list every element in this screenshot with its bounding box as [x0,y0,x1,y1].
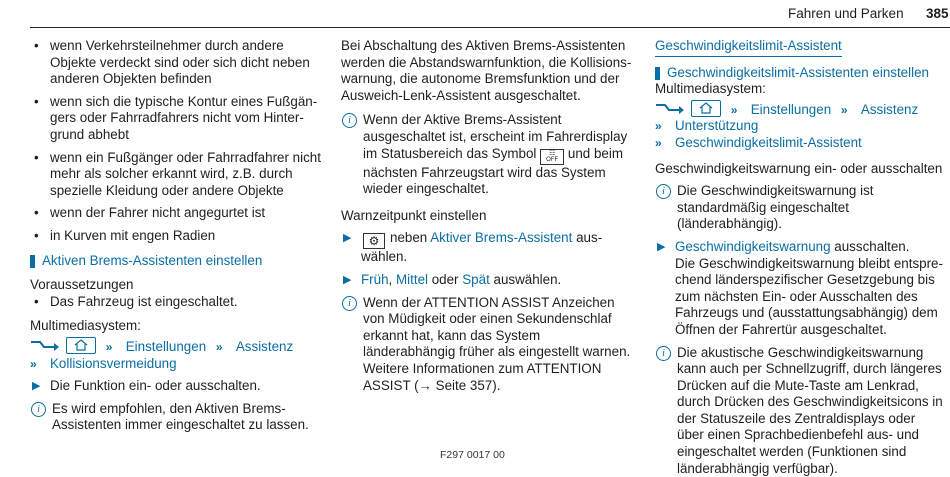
step-text: ausschalten. [831,239,910,254]
menu-item-settings[interactable]: Einstellungen [126,339,206,354]
info-icon: i [31,402,46,417]
subheading: Warnzeitpunkt einstellen [341,208,633,225]
menu-path [655,100,945,119]
double-chevron-icon: » [841,102,861,119]
menu-item-settings[interactable]: Einstellungen [751,102,831,117]
step-text: auswählen. [361,230,602,264]
step-arrow-icon: ▶ [657,239,665,256]
step-text: auswählen. [490,272,561,287]
column-3 [655,38,945,477]
step-arrow-icon: ▶ [343,272,351,289]
list-item: • wenn ein Fußgänger oder Fahrradfahrer nicht mehr als solcher erkannt wird, z.B. durch spezielle Kleidung oder andere Objekte [30,150,322,200]
step-arrow-icon: ▶ [343,230,351,247]
menu-path-cont [655,135,945,152]
section-title: Fahren und Parken [788,6,904,23]
note-text: Wenn der ATTENTION ASSIST Anzeichen von Müdigkeit oder einen Sekundenschlaf erkannt hat, kann das System länderabhängig früher als eingestellt warnen. Weitere Informationen zum ATTENTION ASSIST (→ Seite 357). [363,295,630,393]
menu-item-collision-avoidance[interactable]: Kollisionsvermeidung [50,356,177,371]
multimedia-label: Multimediasystem: [30,318,322,335]
menu-item-assistance[interactable]: Assistenz [861,102,918,117]
note-text: Wenn der Aktive Brems-Assistent ausgeschaltet ist, erscheint im Fahrerdisplay im Statusbereich das Symbol [363,112,627,160]
menu-item-assistance[interactable]: Assistenz [236,339,293,354]
list-item: • wenn sich die typische Kontur eines Fußgängers oder Fahrradfahrers nicht vom Hintergrund abhebt [30,94,322,144]
double-chevron-icon: » [731,102,751,119]
symbol-label: OFF [546,157,558,163]
info-icon: i [342,113,357,128]
option-medium[interactable]: Mittel [396,272,428,287]
header-rule [30,27,950,28]
section-heading: Aktiven Brems-Assistenten einstellen [30,253,322,270]
double-chevron-icon: » [655,118,675,135]
subheading: Geschwindigkeitswarnung ein- oder ausschalten [655,161,945,178]
page-number: 385 [926,6,949,23]
multimedia-label: Multimediasystem: [655,81,945,98]
separator: oder [428,272,462,287]
menu-path [30,337,322,356]
note-text: Die Geschwindigkeitswarnung ist standardmäßig eingeschaltet (länderabhängig). [677,183,874,231]
bullet-list [30,38,322,245]
instruction-step [341,230,633,266]
step-result-text: Die Geschwindigkeitswarnung bleibt entsprechend länderspezifischer Gesetzgebung bis zum nächsten Ein- oder Ausschalten des Fahrzeugs und (ausstattungsabhängig) dem Öffnen der Fahrertür ausgeschaltet. [675,256,943,337]
info-icon: i [656,346,671,361]
column-2 [341,38,633,394]
home-icon[interactable] [691,100,721,117]
info-note [655,345,945,477]
info-icon: i [656,184,671,199]
menu-path-cont [30,356,322,373]
info-icon: i [342,296,357,311]
list-item: • Das Fahrzeug ist eingeschaltet. [30,294,322,311]
step-text: Die Funktion ein- oder ausschalten. [50,378,261,393]
menu-item-speed-limit-assist[interactable]: Geschwindigkeitslimit-Assistent [675,135,862,150]
option-late[interactable]: Spät [462,272,490,287]
list-item: • wenn der Fahrer nicht angegurtet ist [30,205,322,222]
instruction-step [341,272,633,289]
enter-arrow-icon [30,339,62,356]
double-chevron-icon: » [655,135,675,152]
step-text: neben [390,230,427,245]
page-header [0,0,950,30]
menu-path-cont [655,118,945,135]
info-note [30,401,322,434]
instruction-step [655,239,945,339]
gear-icon[interactable]: ⚙ [363,233,385,249]
brake-assist-off-symbol: ☷ OFF [540,149,564,165]
double-chevron-icon: » [30,356,50,373]
prerequisites-title: Voraussetzungen [30,277,322,294]
double-chevron-icon: » [216,339,236,356]
enter-arrow-icon [655,102,687,119]
note-text: Es wird empfohlen, den Aktiven Brems-Assistenten immer eingeschaltet zu lassen. [52,401,309,433]
info-note [655,183,945,233]
menu-item-support[interactable]: Unterstützung [675,118,758,133]
list-item: • wenn Verkehrsteilnehmer durch andere Objekte verdeckt sind oder sich dicht neben anderen Objekten befinden [30,38,322,88]
option-early[interactable]: Früh [361,272,389,287]
option-speed-warning[interactable]: Geschwindigkeitswarnung [675,239,831,254]
footer-code: F297 0017 00 [440,447,505,464]
list-item: • in Kurven mit engen Radien [30,228,322,245]
double-chevron-icon: » [106,339,126,356]
chapter-title: Geschwindigkeitslimit-Assistent [655,38,842,57]
prerequisites-list [30,294,322,311]
note-text: Die akustische Geschwindigkeitswarnung kann auch per Schnellzugriff, durch längeres Drücken auf die Mute-Taste am Lenkrad, durch Drücken des Geschwindigkeitsicons in der Statuszeile des Zentraldisplays oder über einen Sprachbedienbefehl aus- und eingeschaltet werden (Funktionen sind länderabhängig verfügbar). [677,345,943,476]
info-note [341,112,633,197]
instruction-step [30,378,322,395]
info-note [341,295,633,395]
note-text: und beim nächsten Fahrzeugstart wird das System wieder eingeschaltet. [363,146,623,197]
home-icon[interactable] [66,337,96,354]
paragraph: Bei Abschaltung des Aktiven Brems-Assistenten werden die Abstandswarnfunktion, die Kollisionswarnung, die autonome Bremsfunktion und der Ausweich-Lenk-Assistent ausgeschaltet. [341,38,633,104]
section-heading: Geschwindigkeitslimit-Assistenten einstellen [655,65,945,82]
step-arrow-icon: ▶ [32,378,40,395]
link-active-brake-assist[interactable]: Aktiver Brems-Assistent [430,230,572,245]
column-1 [30,38,322,434]
separator: , [389,272,396,287]
